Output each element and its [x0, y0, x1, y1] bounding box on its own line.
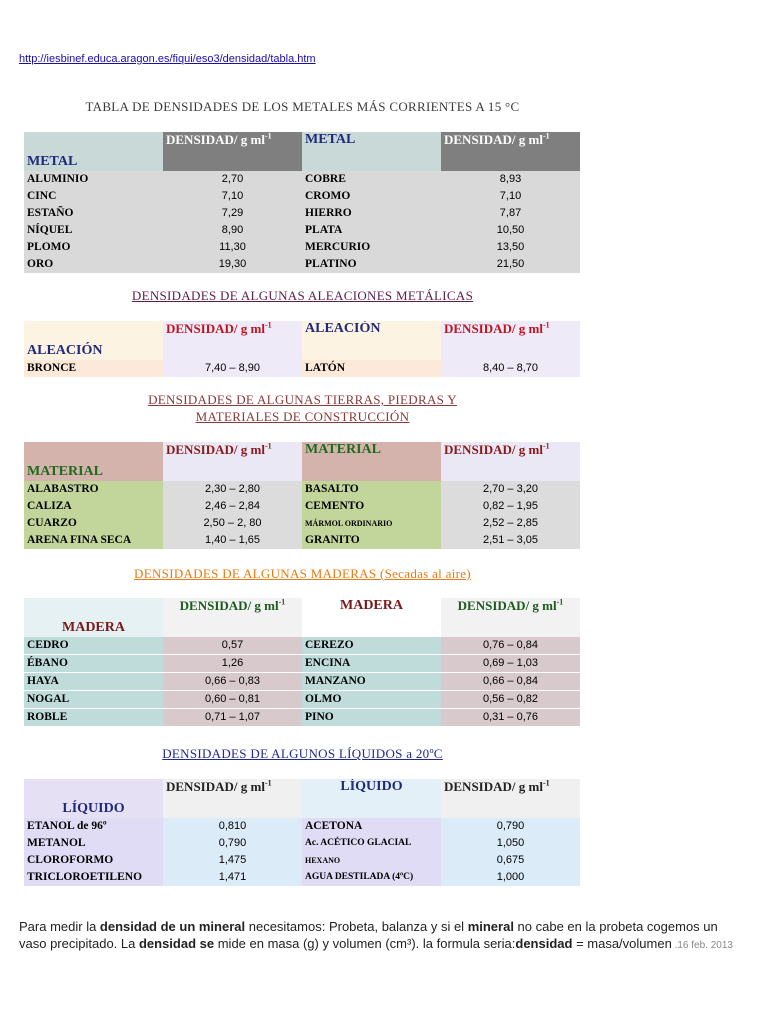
item-name: OLMO — [302, 691, 441, 709]
item-name: ALUMINIO — [24, 171, 163, 188]
madera-col1-label: MADERA — [24, 598, 163, 637]
density-value: 2,46 – 2,84 — [163, 498, 302, 515]
item-name: Ac. ACÉTICO GLACIAL — [302, 835, 441, 852]
item-name: CINC — [24, 188, 163, 205]
density-value: 0,82 – 1,95 — [441, 498, 580, 515]
item-name: NÍQUEL — [24, 222, 163, 239]
item-name: PLOMO — [24, 239, 163, 256]
density-value: 7,10 — [163, 188, 302, 205]
item-name: TRICLOROETILENO — [24, 869, 163, 886]
density-value: 1,050 — [441, 835, 580, 852]
metales-table — [24, 132, 580, 273]
table-row — [24, 852, 580, 869]
item-name: MERCURIO — [302, 239, 441, 256]
density-value: 8,93 — [441, 171, 580, 188]
table-row — [24, 360, 580, 377]
item-name: ALABASTRO — [24, 481, 163, 498]
tierras-table — [24, 442, 580, 549]
density-value: 1,475 — [163, 852, 302, 869]
table-row — [24, 515, 580, 532]
metales-title: TABLA DE DENSIDADES DE LOS METALES MÁS CORRIENTES A 15 °C — [85, 99, 520, 114]
maderas-title: DENSIDADES DE ALGUNAS MADERAS (Secadas al aire) — [134, 566, 471, 581]
density-value: 0,810 — [163, 818, 302, 835]
density-value: 0,66 – 0,84 — [441, 673, 580, 691]
table-row — [24, 835, 580, 852]
table-row — [24, 205, 580, 222]
density-value: 8,90 — [163, 222, 302, 239]
density-value: 8,40 – 8,70 — [441, 360, 580, 377]
density-col2-header: DENSIDAD/ g $ml^{-1}$ — [441, 321, 580, 360]
item-name: ACETONA — [302, 818, 441, 835]
density-value: 0,76 – 0,84 — [441, 637, 580, 655]
item-name: PLATINO — [302, 256, 441, 273]
item-name: HAYA — [24, 673, 163, 691]
item-name: PINO — [302, 709, 441, 727]
tierras-title-line1: DENSIDADES DE ALGUNAS TIERRAS, PIEDRAS Y — [148, 392, 457, 407]
item-name: HIERRO — [302, 205, 441, 222]
material-col2-label: MATERIAL — [302, 442, 441, 481]
table-row — [24, 655, 580, 673]
density-value: 2,30 – 2,80 — [163, 481, 302, 498]
tierras-title-line2: MATERIALES DE CONSTRUCCIÓN — [195, 409, 410, 424]
item-name: CEMENTO — [302, 498, 441, 515]
item-name: ETANOL de 96º — [24, 818, 163, 835]
item-name: ÉBANO — [24, 655, 163, 673]
density-col1-header: DENSIDAD/ g $ml^{-1}$ — [163, 321, 302, 360]
source-link[interactable]: http://iesbinef.educa.aragon.es/fiqui/eso3/densidad/tabla.htm — [19, 53, 316, 65]
table-row — [24, 222, 580, 239]
item-name: METANOL — [24, 835, 163, 852]
liquidos-table — [24, 779, 580, 886]
density-col2-header: DENSIDAD/ g $ml^{-1}$ — [441, 779, 580, 818]
density-col2-header: DENSIDAD/ g $ml^{-1}$ — [441, 132, 580, 171]
density-value: 0,69 – 1,03 — [441, 655, 580, 673]
item-name: COBRE — [302, 171, 441, 188]
table-row — [24, 239, 580, 256]
density-col1-header: DENSIDAD/ g $ml^{-1}$ — [163, 779, 302, 818]
table-row — [24, 637, 580, 655]
density-value: 7,40 – 8,90 — [163, 360, 302, 377]
aleaciones-table — [24, 321, 580, 377]
density-col1-header: DENSIDAD/ g $ml^{-1}$ — [163, 132, 302, 171]
density-value: 7,10 — [441, 188, 580, 205]
density-col2-header: DENSIDAD/ g $ml^{-1}$ — [441, 442, 580, 481]
density-value: 0,57 — [163, 637, 302, 655]
density-value: 1,26 — [163, 655, 302, 673]
density-value: 0,31 – 0,76 — [441, 709, 580, 727]
item-name: BASALTO — [302, 481, 441, 498]
density-value: 2,50 – 2, 80 — [163, 515, 302, 532]
item-name: CEDRO — [24, 637, 163, 655]
density-value: 19,30 — [163, 256, 302, 273]
density-value: 2,70 — [163, 171, 302, 188]
density-value: 1,000 — [441, 869, 580, 886]
density-value: 1,471 — [163, 869, 302, 886]
density-value: 0,56 – 0,82 — [441, 691, 580, 709]
liquido-col2-label: LÍQUIDO — [302, 779, 441, 818]
maderas-table — [24, 598, 580, 727]
density-col1-header: DENSIDAD/ g $ml^{-1}$ — [163, 598, 302, 637]
footer-date: .16 feb. 2013 — [671, 940, 733, 951]
metal-col2-label: METAL — [302, 132, 441, 171]
item-name: AGUA DESTILADA (4ºC) — [302, 869, 441, 886]
density-value: 7,29 — [163, 205, 302, 222]
item-name: ENCINA — [302, 655, 441, 673]
item-name: CUARZO — [24, 515, 163, 532]
density-value: 0,60 – 0,81 — [163, 691, 302, 709]
aleaciones-title: DENSIDADES DE ALGUNAS ALEACIONES METÁLICAS — [131, 288, 474, 303]
item-name: BRONCE — [24, 360, 163, 377]
item-name: PLATA — [302, 222, 441, 239]
density-value: 0,71 – 1,07 — [163, 709, 302, 727]
table-row — [24, 256, 580, 273]
density-value: 2,70 – 3,20 — [441, 481, 580, 498]
density-value: 7,87 — [441, 205, 580, 222]
item-name: ORO — [24, 256, 163, 273]
item-name: CLOROFORMO — [24, 852, 163, 869]
table-row — [24, 481, 580, 498]
material-col1-label: MATERIAL — [24, 442, 163, 481]
item-name: ESTAÑO — [24, 205, 163, 222]
item-name: MÁRMOL ORDINARIO — [302, 515, 441, 532]
item-name: GRANITO — [302, 532, 441, 549]
table-row — [24, 709, 580, 727]
item-name: HEXANO — [302, 852, 441, 869]
density-value: 21,50 — [441, 256, 580, 273]
table-row — [24, 869, 580, 886]
density-value: 2,52 – 2,85 — [441, 515, 580, 532]
density-value: 0,675 — [441, 852, 580, 869]
density-value: 13,50 — [441, 239, 580, 256]
liquido-col1-label: LÍQUIDO — [24, 779, 163, 818]
table-row — [24, 188, 580, 205]
density-value: 1,40 – 1,65 — [163, 532, 302, 549]
density-value: 2,51 – 3,05 — [441, 532, 580, 549]
density-value: 10,50 — [441, 222, 580, 239]
table-row — [24, 673, 580, 691]
aleacion-col2-label: ALEACIÓN — [302, 321, 441, 360]
liquidos-title: DENSIDADES DE ALGUNOS LÍQUIDOS a 20ºC — [162, 746, 443, 761]
footer-paragraph: Para medir la densidad de un mineral necesitamos: Probeta, balanza y si el mineral no cabe en la probeta cogemos un vaso precipitado. La densidad se mide en masa (g) y volumen (cm³). la formula seria:densidad = masa/volumen .16 feb. 2013 — [19, 919, 733, 951]
item-name: CROMO — [302, 188, 441, 205]
item-name: MANZANO — [302, 673, 441, 691]
aleacion-col1-label: ALEACIÓN — [24, 321, 163, 360]
item-name: ROBLE — [24, 709, 163, 727]
density-value: 11,30 — [163, 239, 302, 256]
item-name: LATÓN — [302, 360, 441, 377]
item-name: ARENA FINA SECA — [24, 532, 163, 549]
item-name: NOGAL — [24, 691, 163, 709]
item-name: CALIZA — [24, 498, 163, 515]
density-value: 0,66 – 0,83 — [163, 673, 302, 691]
table-row — [24, 691, 580, 709]
metal-col1-label: METAL — [24, 132, 163, 171]
density-col1-header: DENSIDAD/ g $ml^{-1}$ — [163, 442, 302, 481]
density-col2-header: DENSIDAD/ g $ml^{-1}$ — [441, 598, 580, 637]
density-value: 0,790 — [163, 835, 302, 852]
table-row — [24, 532, 580, 549]
item-name: CEREZO — [302, 637, 441, 655]
table-row — [24, 818, 580, 835]
table-row — [24, 171, 580, 188]
table-row — [24, 498, 580, 515]
density-value: 0,790 — [441, 818, 580, 835]
madera-col2-label: MADERA — [302, 598, 441, 637]
